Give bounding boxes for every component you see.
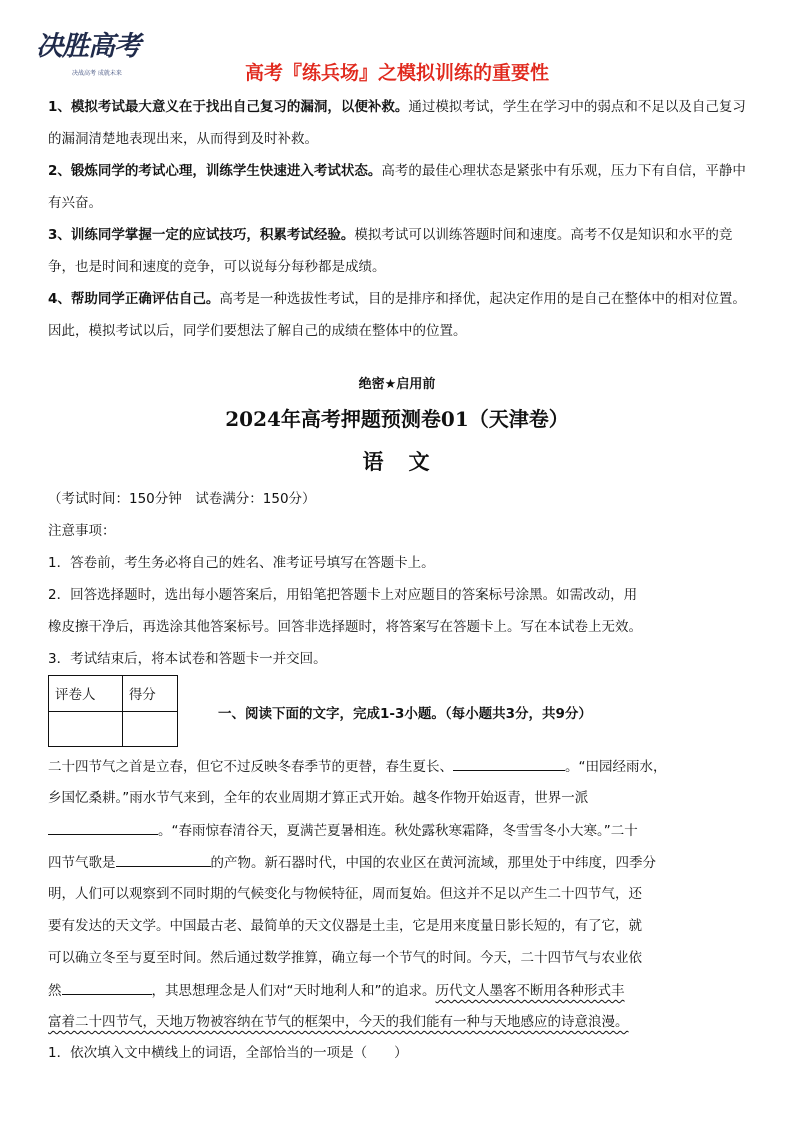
logo-subtitle: 决战高考 成就未来 xyxy=(72,70,122,77)
intro-item-bold: 2、锻炼同学的考试心理，训练学生快速进入考试状态。 xyxy=(48,163,382,179)
passage-text: 二十四节气之首是立春，但它不过反映冬春季节的更替，春生夏长、 xyxy=(48,759,453,775)
passage-line: 要有发达的天文学。中国最古老、最简单的天文仪器是土圭，它是用来度量日影长短的，有了它，就 xyxy=(48,918,642,934)
score-label: 得分 xyxy=(122,676,177,712)
logo-text: 决胜高考 xyxy=(36,31,140,62)
intro-item-4 xyxy=(48,283,748,347)
score-cell xyxy=(122,711,177,747)
notice-item: 3．考试结束后，将本试卷和答题卡一并交回。 xyxy=(48,651,327,667)
intro-item-bold: 1、模拟考试最大意义在于找出自己复习的漏洞，以便补救。 xyxy=(48,99,409,115)
passage-line xyxy=(48,852,748,873)
intro-title: 高考『练兵场』之模拟训练的重要性 xyxy=(244,62,549,84)
exam-time-info: （考试时间：150分钟 试卷满分：150分） xyxy=(48,491,316,507)
notice-title: 注意事项： xyxy=(48,523,116,539)
answer-blank xyxy=(62,980,152,995)
intro-item-text: 通过模拟考试，学生在学习中的弱点和不足以及自己复习的漏洞清楚地表现出来，从而得到及时补救。 xyxy=(48,99,746,147)
underlined-sentence: 历代文人墨客不断用各种形式丰 xyxy=(435,983,625,999)
notice-item: 橡皮擦干净后，再选涂其他答案标号。回答非选择题时，将答案写在答题卡上。写在本试卷上无效。 xyxy=(48,619,642,635)
exam-title: 2024年高考押题预测卷01（天津卷） xyxy=(225,407,569,431)
intro-item-3 xyxy=(48,219,748,283)
score-table xyxy=(48,675,178,747)
intro-item-1 xyxy=(48,91,748,155)
passage-line xyxy=(48,820,748,841)
answer-blank xyxy=(453,756,565,771)
passage-line: 乡国忆桑耕。”雨水节气来到，全年的农业周期才算正式开始。越冬作物开始返青，世界一派 xyxy=(48,790,589,806)
passage-text: 的产物。新石器时代，中国的农业区在黄河流域，那里处于中纬度，四季分 xyxy=(210,855,656,871)
secret-label: 绝密★启用前 xyxy=(358,377,436,392)
intro-item-bold: 3、训练同学掌握一定的应试技巧，积累考试经验。 xyxy=(48,227,355,243)
notice-item: 2．回答选择题时，选出每小题答案后，用铅笔把答题卡上对应题目的答案标号涂黑。如需改动，用 xyxy=(48,587,638,603)
passage-line xyxy=(48,756,748,777)
intro-item-text: 高考是一种选拔性考试，目的是排序和择优，起决定作用的是自己在整体中的相对位置。因此，模拟考试以后，同学们要想法了解自己的成绩在整体中的位置。 xyxy=(48,291,746,339)
intro-item-2 xyxy=(48,155,748,219)
subject-title: 语 文 xyxy=(362,449,432,474)
section-heading: 一、阅读下面的文字，完成1-3小题。（每小题共3分，共9分） xyxy=(218,706,592,722)
notice-item: 1．答卷前，考生务必将自己的姓名、准考证号填写在答题卡上。 xyxy=(48,555,435,571)
grader-label: 评卷人 xyxy=(49,676,123,712)
question-1: 1．依次填入文中横线上的词语，全部恰当的一项是（ ） xyxy=(48,1045,408,1061)
passage-line xyxy=(48,1012,748,1032)
answer-blank xyxy=(116,852,211,867)
intro-item-bold: 4、帮助同学正确评估自己。 xyxy=(48,291,220,307)
intro-item-text: 模拟考试可以训练答题时间和速度。高考不仅是知识和水平的竞争，也是时间和速度的竞争，可以说每分每秒都是成绩。 xyxy=(48,227,733,275)
grader-cell xyxy=(49,711,123,747)
passage-text: 。“春雨惊春清谷天，夏满芒夏暑相连。秋处露秋寒霜降，冬雪雪冬小大寒。”二十 xyxy=(158,823,638,839)
passage-text: ，其思想理念是人们对“天时地利人和”的追求。 xyxy=(151,983,436,999)
passage-line: 可以确立冬至与夏至时间。然后通过数学推算，确立每一个节气的时间。今天，二十四节气与农业依 xyxy=(48,950,642,966)
passage-text: 然 xyxy=(48,983,62,999)
passage-line xyxy=(48,980,748,1001)
underlined-sentence: 富着二十四节气，天地万物被容纳在节气的框架中，今天的我们能有一种与天地感应的诗意浪漫。 xyxy=(48,1014,629,1030)
passage-line: 明，人们可以观察到不同时期的气候变化与物候特征，周而复始。但这并不足以产生二十四节气，还 xyxy=(48,886,642,902)
passage-text: 四节气歌是 xyxy=(48,855,116,871)
answer-blank xyxy=(48,820,158,835)
passage-text: 。“田园经雨水， xyxy=(565,759,667,775)
intro-item-text: 高考的最佳心理状态是紧张中有乐观，压力下有自信，平静中有兴奋。 xyxy=(48,163,746,211)
